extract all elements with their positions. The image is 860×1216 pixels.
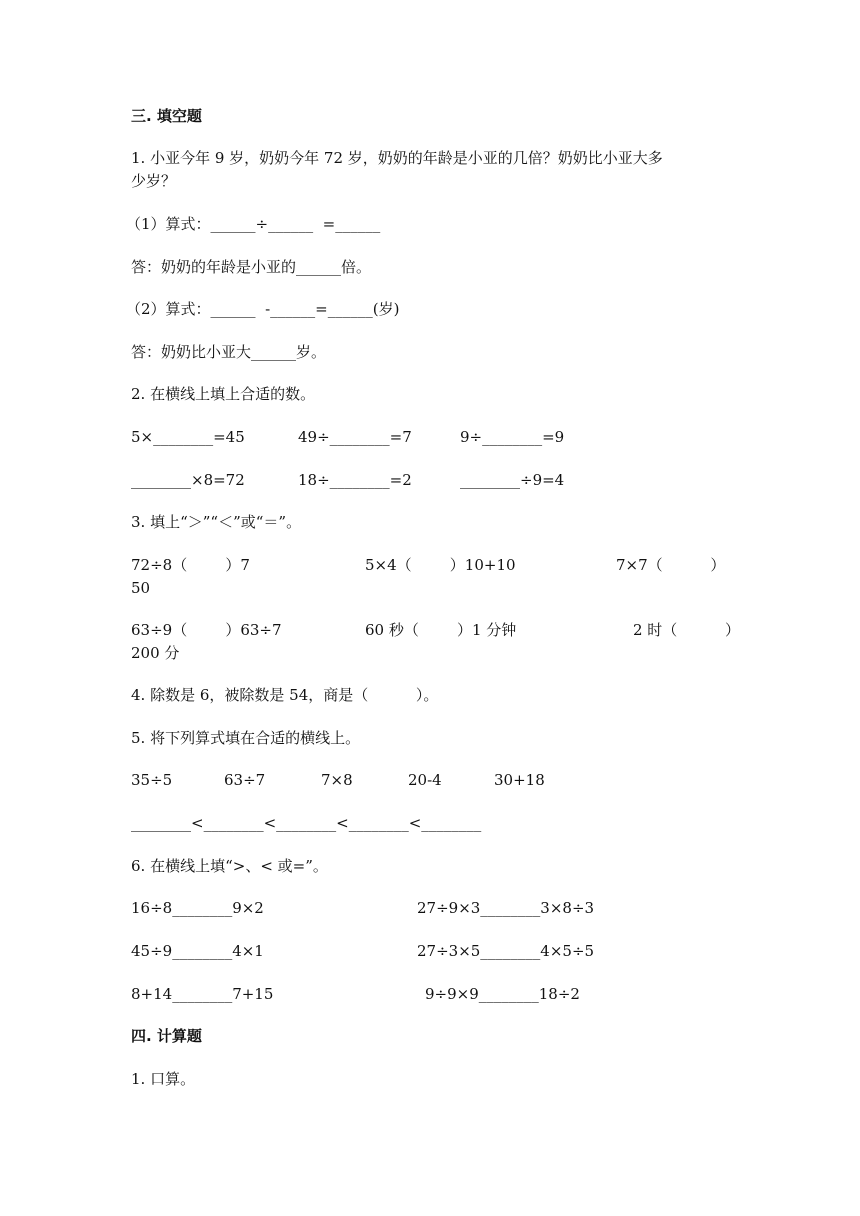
q4-title: 4. 除数是 6，被除数是 54，商是（ ）。 (131, 686, 439, 704)
q5-item-5: 30+18 (494, 771, 545, 789)
q3-r2-c1: 63÷9（ ）63÷7 (131, 621, 282, 639)
q3-r1-c3: 7×7（ ） (616, 556, 726, 574)
q3-r2-wrap: 200 分 (131, 644, 180, 662)
q3-r1-wrap: 50 (131, 579, 151, 597)
q6-r2-c1: 45÷9________4×1 (131, 942, 264, 960)
q2-r2-c3: ________÷9=4 (460, 471, 565, 489)
q1-part1-answer: 答：奶奶的年龄是小亚的______倍。 (131, 258, 372, 276)
q2-r2-c2: 18÷________=2 (298, 471, 412, 489)
section3-title: 三. 填空题 (131, 107, 202, 125)
q3-r2-c3: 2 时（ ） (633, 621, 740, 639)
q6-r1-c1: 16÷8________9×2 (131, 899, 264, 917)
q1-part1-formula: （1）算式：______÷______ =______ (126, 215, 381, 233)
q2-r1-c2: 49÷________=7 (298, 428, 412, 446)
q5-title: 5. 将下列算式填在合适的横线上。 (131, 729, 361, 747)
q1-part2-answer: 答：奶奶比小亚大______岁。 (131, 343, 327, 361)
s4-q1-title: 1. 口算。 (131, 1070, 196, 1088)
q6-r2-c2: 27÷3×5________4×5÷5 (417, 942, 595, 960)
q5-item-3: 7×8 (321, 771, 353, 789)
q3-r2-c2: 60 秒（ ）1 分钟 (365, 621, 517, 639)
q3-r1-c1: 72÷8（ ）7 (131, 556, 250, 574)
q3-r1-c2: 5×4（ ）10+10 (365, 556, 516, 574)
q5-item-1: 35÷5 (131, 771, 173, 789)
q6-r3-c2: 9÷9×9________18÷2 (425, 985, 580, 1003)
q1-part2-formula: （2）算式：______ -______=______(岁) (126, 300, 400, 318)
q2-title: 2. 在横线上填上合适的数。 (131, 385, 316, 403)
q1-line2: 少岁？ (131, 172, 177, 190)
q5-blanks: ________<________<________<________<________ (131, 814, 482, 832)
section4-title: 四. 计算题 (131, 1027, 202, 1045)
q6-r3-c1: 8+14________7+15 (131, 985, 274, 1003)
q2-r1-c3: 9÷________=9 (460, 428, 565, 446)
q6-title: 6. 在横线上填“>、< 或=”。 (131, 857, 328, 875)
q5-item-4: 20-4 (408, 771, 442, 789)
q6-r1-c2: 27÷9×3________3×8÷3 (417, 899, 595, 917)
q5-item-2: 63÷7 (224, 771, 266, 789)
q3-title: 3. 填上“＞”“＜”或“＝”。 (131, 513, 302, 531)
q2-r1-c1: 5×________=45 (131, 428, 245, 446)
q2-r2-c1: ________×8=72 (131, 471, 245, 489)
q1-line1: 1. 小亚今年 9 岁，奶奶今年 72 岁，奶奶的年龄是小亚的几倍？奶奶比小亚大多 (131, 149, 663, 167)
